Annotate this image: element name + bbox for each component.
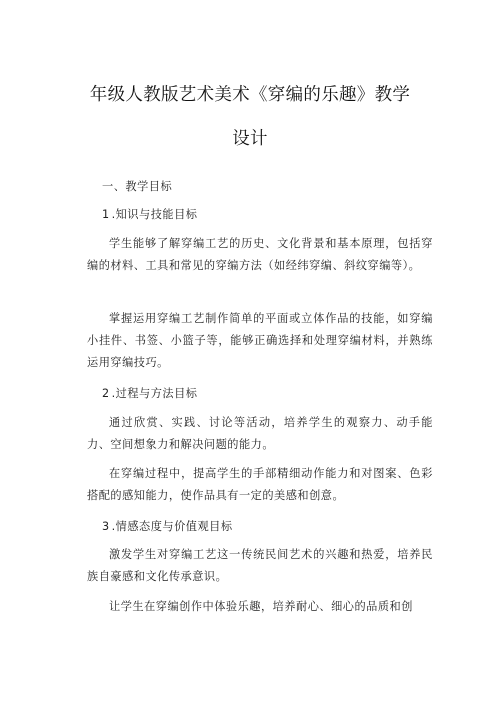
paragraph: 在穿编过程中，提高学生的手部精细动作能力和对图案、色彩搭配的感知能力，使作品具有一定的美感和创意。 [87, 467, 433, 502]
subheading-label: .知识与技能目标 [111, 208, 198, 221]
paragraph: 让学生在穿编创作中体验乐趣，培养耐心、细心的品质和创 [109, 600, 413, 613]
subheading-label: .过程与方法目标 [111, 387, 198, 400]
subheading-knowledge-skills [102, 204, 198, 226]
document-title-line-1: 年级人教版艺术美术《穿编的乐趣》教学 [89, 85, 411, 105]
paragraph: 通过欣赏、实践、讨论等活动，培养学生的观察力、动手能力、空间想象力和解决问题的能力。 [87, 416, 433, 451]
paragraph: 掌握运用穿编工艺制作简单的平面或立体作品的技能，如穿编小挂件、书签、小篮子等，能够正确选择和处理穿编材料，并熟练运用穿编技巧。 [87, 312, 433, 369]
subheading-number: 2 [102, 387, 110, 400]
subheading-process-methods [102, 383, 198, 405]
subheading-label: .情感态度与价值观目标 [111, 520, 233, 533]
paragraph: 学生能够了解穿编工艺的历史、文化背景和基本原理，包括穿编的材料、工具和常见的穿编方法（如经纬穿编、斜纹穿编等）。 [87, 237, 433, 272]
section-heading-teaching-objectives: 一、教学目标 [102, 180, 173, 193]
subheading-emotion-values [102, 516, 233, 538]
paragraph: 激发学生对穿编工艺这一传统民间艺术的兴趣和热爱，培养民族自豪感和文化传承意识。 [87, 548, 433, 583]
document-title-line-2: 设计 [232, 129, 268, 149]
subheading-number: 3 [102, 520, 110, 533]
subheading-number: 1 [102, 208, 110, 221]
